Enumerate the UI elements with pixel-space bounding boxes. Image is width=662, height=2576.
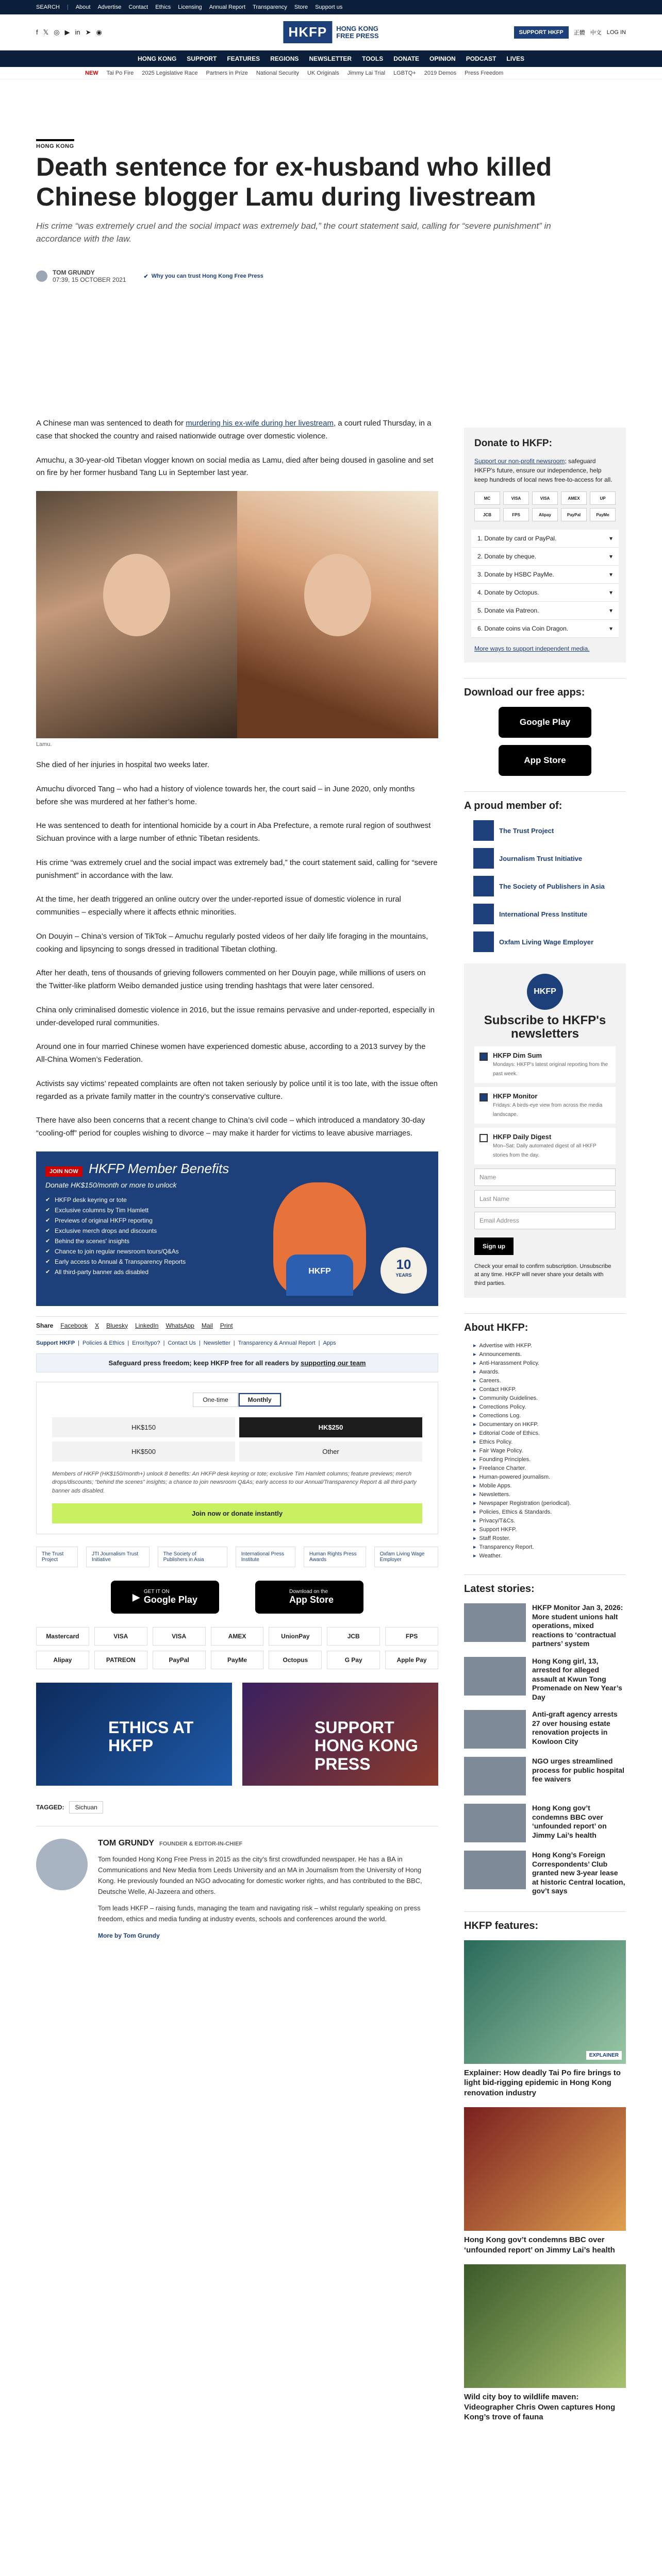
photo-caption: Lamu. [36, 741, 52, 748]
about-link[interactable]: ▸ Ethics Policy. [473, 1438, 626, 1445]
share-facebook[interactable]: Facebook [60, 1321, 88, 1329]
tags [36, 1801, 438, 1814]
partner-logo[interactable]: Human Rights Press Awards [304, 1547, 366, 1567]
new-label: NEW [85, 70, 98, 76]
app-store-button[interactable]: Download on the App Store [255, 1581, 363, 1614]
nav-item[interactable]: NEWSLETTER [309, 55, 352, 62]
payment-logo: PayPal [153, 1651, 206, 1669]
social-icons [36, 28, 102, 37]
payment-logo: AMEX [211, 1627, 264, 1646]
newsletter-title: Subscribe to HKFP's newsletters [484, 1013, 606, 1041]
trending-link[interactable]: Press Freedom [465, 70, 504, 76]
about-link[interactable]: ▸ Community Guidelines. [473, 1395, 626, 1401]
join-now-badge[interactable]: JOIN NOW [45, 1166, 82, 1177]
partner-logo[interactable]: JTI Journalism Trust Initiative [86, 1547, 150, 1567]
paragraph: His crime “was extremely cruel and the social impact was extremely bad,” the court statement said, calling for “severe punishment” in accordance with the law. [36, 858, 438, 880]
article-photo [36, 491, 438, 738]
story-item[interactable]: Anti-graft agency arrests 27 over housing estate renovation projects in Kowloon City [464, 1710, 626, 1749]
share-print[interactable]: Print [220, 1321, 233, 1329]
story-thumbnail [464, 1603, 526, 1642]
apps-heading: Download our free apps: [464, 678, 626, 699]
donate-heading: Donate to HKFP: [474, 438, 552, 449]
paragraph: Activists say victims’ repeated complaints are often not taken seriously by police until it is too late, with the issue often regarded as a private family matter in the country’s conservative culture. [36, 1079, 438, 1101]
amount-option-other[interactable]: Other [239, 1442, 422, 1462]
benefit-item: ✔ Exclusive columns by Tim Hamlett [45, 1207, 429, 1214]
about-link[interactable]: ▸ Advertise with HKFP. [473, 1342, 626, 1349]
story-thumbnail [464, 1710, 526, 1749]
benefit-item: ✔ Behind the scenes' insights [45, 1238, 429, 1245]
facebook-icon[interactable]: f [36, 28, 38, 36]
chevron-down-icon: ▾ [609, 571, 613, 578]
safeguard-banner: Safeguard press freedom; keep HKFP free for all readers by supporting our team [36, 1353, 438, 1372]
about-link[interactable]: ▸ Freelance Charter. [473, 1465, 626, 1471]
amount-options [52, 1417, 422, 1462]
payment-logo: JCB [327, 1627, 380, 1646]
author-name[interactable]: TOM GRUNDY [53, 269, 95, 277]
policy-link[interactable]: Newsletter [203, 1340, 230, 1346]
search-link[interactable]: SEARCH [36, 4, 60, 10]
author-box [36, 1826, 438, 1940]
app-store-buttons [36, 1581, 438, 1614]
partner-logo[interactable]: International Press Institute [236, 1547, 295, 1567]
author-bio: Tom founded Hong Kong Free Press in 2015 as the city's first crowdfunded newspaper. He has a BA in Communications and New Media from Leeds University and an MA in Journalism from the University of Hong Kong. He previously founded an NGO advocating for domestic worker rights, and has contributed to the BBC, Deutsche Welle, Al-Jazeera and others. [98, 1855, 422, 1895]
signup-button[interactable]: Sign up [474, 1238, 514, 1255]
share-linkedin[interactable]: LinkedIn [135, 1321, 159, 1329]
member-logo[interactable]: International Press Institute [473, 904, 617, 924]
nav-item[interactable]: REGIONS [270, 55, 299, 62]
amount-option[interactable]: HK$500 [52, 1442, 235, 1462]
policy-link[interactable]: Apps [323, 1340, 336, 1346]
nav-item[interactable]: FEATURES [227, 55, 260, 62]
payment-logo: PATREON [94, 1651, 147, 1669]
benefit-item: ✔ Early access to Annual & Transparency Reports [45, 1258, 429, 1265]
donate-option[interactable]: 1. Donate by card or PayPal. ▾ [471, 530, 619, 548]
chevron-down-icon: ▾ [609, 589, 613, 596]
main-nav [0, 50, 662, 67]
about-link[interactable]: ▸ Weather. [473, 1552, 626, 1559]
donate-option[interactable]: 4. Donate by Octopus. ▾ [471, 584, 619, 602]
member-logo[interactable]: The Society of Publishers in Asia [473, 876, 617, 896]
about-link[interactable]: ▸ Privacy/T&Cs. [473, 1517, 626, 1524]
trust-link[interactable]: ✔ Why you can trust Hong Kong Free Press [143, 273, 263, 280]
paragraph: He was sentenced to death for intentional homicide by a court in Aba Prefecture, a remote rural region of southwest Sichuan province with a large number of ethnic Tibetan residents. [36, 821, 431, 843]
frequency-toggle [52, 1393, 422, 1407]
checkbox[interactable] [479, 1134, 488, 1142]
more-by-author-link[interactable]: More by Tom Grundy [98, 1932, 160, 1940]
partner-logos [36, 1547, 438, 1567]
policy-link[interactable]: Contact Us [168, 1340, 196, 1346]
trending-link[interactable]: Jimmy Lai Trial [347, 70, 386, 76]
topbar-link[interactable]: Transparency [253, 4, 287, 10]
topbar-link[interactable]: Store [294, 4, 308, 10]
payment-logo: VISA [153, 1627, 206, 1646]
checkbox[interactable] [479, 1093, 488, 1101]
topbar-link[interactable]: Ethics [155, 4, 171, 10]
author-box-name[interactable]: TOM GRUNDY FOUNDER & EDITOR-IN-CHIEF [98, 1839, 243, 1848]
payment-logo: PayMe [211, 1651, 264, 1669]
article-excerpt: His crime “was extremely cruel and the social impact was extremely bad,” the court statement said, calling for “severe punishment” in accordance with the law. [36, 221, 551, 244]
monthly-option[interactable]: Monthly [238, 1393, 282, 1407]
about-link[interactable]: ▸ Anti-Harassment Policy. [473, 1360, 626, 1366]
trending-link[interactable]: Partners in Prize [206, 70, 248, 76]
paragraph: She died of her injuries in hospital two weeks later. [36, 760, 210, 769]
google-play-button[interactable]: Google Play [499, 707, 591, 738]
payment-logo: G Pay [327, 1651, 380, 1669]
topbar-link[interactable]: Contact [128, 4, 148, 10]
payment-logo: Apple Pay [385, 1651, 438, 1669]
member-logos [464, 820, 626, 952]
policy-link[interactable]: Policies & Ethics [82, 1340, 125, 1346]
ten-years-badge: 10 YEARS [380, 1247, 427, 1294]
last-name-field[interactable]: Last Name [474, 1190, 616, 1208]
payment-logo: Mastercard [36, 1627, 89, 1646]
about-link[interactable]: ▸ Policies, Ethics & Standards. [473, 1509, 626, 1515]
policy-links: Support HKFP | Policies & Ethics | Error/typo? | Contact Us | Newsletter | Transparency & Annual Report | Apps [36, 1340, 336, 1346]
newsletter-logo: HKFP [527, 974, 563, 1010]
donate-link[interactable]: Support our non-profit newsroom [474, 457, 565, 465]
partner-logo[interactable]: The Society of Publishers in Asia [158, 1547, 227, 1567]
donate-options [471, 530, 619, 638]
youtube-icon[interactable]: ▶ [64, 28, 70, 36]
google-play-icon: ▶ [133, 1591, 140, 1602]
member-logo[interactable]: Oxfam Living Wage Employer [473, 931, 617, 952]
policy-link[interactable]: Transparency & Annual Report [238, 1340, 316, 1346]
policy-link[interactable]: Support HKFP [36, 1340, 75, 1346]
share-mail[interactable]: Mail [201, 1321, 213, 1329]
member-note: Members of HKFP (HK$150/month+) unlock 8 benefits: An HKFP desk keyring or tote; exclusive Tim Hamlett columns; feature previews; merch drops/discounts; “behind the scenes” insights; a chance to join newsroom Q&As; early access to our Annual/Transparency Report & all third-party banner ads disabled. [52, 1470, 417, 1494]
story-item[interactable]: Hong Kong girl, 13, arrested for alleged assault at Kwun Tong Promenade on New Year’s Day [464, 1657, 626, 1702]
feature-item[interactable]: EXPLAINER Explainer: How deadly Tai Po fire brings to light bid-rigging epidemic in Hong Kong renovation industry [464, 1940, 626, 2098]
topbar-link[interactable]: Advertise [97, 4, 122, 10]
sidebar [464, 428, 626, 2432]
story-thumbnail [464, 1851, 526, 1889]
benefit-item: ✔ Chance to join regular newsroom tours/Q&As [45, 1248, 429, 1255]
payment-logo: FPS [385, 1627, 438, 1646]
promo-subtitle: Donate HK$150/month or more to unlock [45, 1180, 177, 1189]
payment-logo: Alipay [36, 1651, 89, 1669]
nav-item[interactable]: DONATE [393, 55, 420, 62]
author-avatar [36, 270, 47, 282]
share-whatsapp[interactable]: WhatsApp [166, 1321, 194, 1329]
about-link[interactable]: ▸ Announcements. [473, 1351, 626, 1358]
card-logos: MC VISA VISA AMEX UP JCB FPS Alipay PayPal PayMe [474, 492, 616, 521]
nav-item[interactable]: HONG KONG [137, 55, 177, 62]
story-item[interactable]: NGO urges streamlined process for public hospital fee waivers [464, 1757, 626, 1795]
story-item[interactable]: Hong Kong gov’t condemns BBC over ‘unfounded report’ on Jimmy Lai’s health [464, 1804, 626, 1842]
newsletter-widget [464, 963, 626, 1298]
author-bio: Tom leads HKFP – raising funds, managing the team and navigating risk – whilst regularly speaking on press freedom, ethics and media funding at industry events, schools and conferences around the world. [98, 1904, 421, 1923]
donate-button[interactable]: Join now or donate instantly [52, 1503, 422, 1523]
newsletter-option[interactable]: HKFP Dim Sum Mondays: HKFP's latest original reporting from the past week. [474, 1046, 616, 1083]
email-field[interactable]: Email Address [474, 1212, 616, 1229]
app-store-button[interactable]: App Store [499, 745, 591, 776]
about-link[interactable]: ▸ Corrections Log. [473, 1412, 626, 1419]
author-photo [36, 1839, 88, 1890]
name-field[interactable]: Name [474, 1168, 616, 1186]
benefit-item: ✔ Previews of original HKFP reporting [45, 1217, 429, 1224]
about-link[interactable]: ▸ Documentary on HKFP. [473, 1421, 626, 1428]
share-x[interactable]: X [95, 1321, 100, 1329]
partner-logo[interactable]: Oxfam Living Wage Employer [374, 1547, 438, 1567]
about-link[interactable]: ▸ Editorial Code of Ethics. [473, 1430, 626, 1436]
paragraph: Amuchu divorced Tang – who had a history of violence towards her, the court said – in June 2020, only months before she was murdered at her father’s home. [36, 784, 415, 806]
about-link[interactable]: ▸ Careers. [473, 1377, 626, 1384]
rss-icon[interactable]: ◉ [96, 28, 102, 36]
checkbox[interactable] [479, 1053, 488, 1061]
story-item[interactable]: HKFP Monitor Jan 3, 2026: More student unions halt operations, mixed reactions to ‘contractual partners’ system [464, 1603, 626, 1649]
nav-item[interactable]: PODCAST [466, 55, 496, 62]
member-benefits-promo[interactable] [36, 1151, 438, 1306]
chevron-down-icon: ▾ [609, 535, 613, 542]
features-heading: HKFP features: [464, 1911, 626, 1932]
latest-heading: Latest stories: [464, 1574, 626, 1595]
latest-stories [464, 1603, 626, 1896]
newsletter-option[interactable]: HKFP Daily Digest Mon–Sat: Daily automated digest of all HKFP stories from the day. [474, 1128, 616, 1164]
linkedin-icon[interactable]: in [75, 28, 80, 36]
share-bar [36, 1316, 438, 1335]
trust-icon: ✔ [143, 273, 148, 280]
benefit-item: ✔ HKFP desk keyring or tote [45, 1196, 429, 1204]
category-kicker[interactable]: HONG KONG [36, 139, 74, 149]
about-link[interactable]: ▸ Newspaper Registration (periodical). [473, 1500, 626, 1506]
about-link[interactable]: ▸ Corrections Policy. [473, 1403, 626, 1410]
feature-item[interactable]: Wild city boy to wildlife maven: Videographer Chris Owen captures Hong Kong’s trove of fauna [464, 2264, 626, 2422]
share-bluesky[interactable]: Bluesky [106, 1321, 128, 1329]
nav-item[interactable]: OPINION [429, 55, 456, 62]
more-ways-link[interactable]: More ways to support independent media. [474, 645, 590, 652]
donate-option[interactable]: 2. Donate by cheque. ▾ [471, 548, 619, 566]
about-link[interactable]: ▸ Support HKFP. [473, 1526, 626, 1533]
top-utility-bar: SEARCH | About Advertise Contact Ethics Licensing Annual Report Transparency Store Support us [0, 0, 662, 14]
donate-option[interactable]: 3. Donate by HSBC PayMe. ▾ [471, 566, 619, 584]
paragraph: There have also been concerns that a recent change to China’s civil code – which introduced a mandatory 30-day “cooling-off” period for couples wishing to divorce – may make it harder for victims to leave abusive marriages. [36, 1116, 425, 1138]
language-link[interactable]: 正體 [573, 29, 585, 36]
site-logo[interactable]: HKFP HONG KONG FREE PRESS [283, 21, 378, 43]
member-logo[interactable]: The Trust Project [473, 820, 617, 841]
benefit-list [45, 1196, 429, 1276]
trending-bar [0, 67, 662, 79]
support-team-link[interactable]: supporting our team [301, 1359, 366, 1367]
about-link[interactable]: ▸ Human-powered journalism. [473, 1473, 626, 1480]
about-link[interactable]: ▸ Staff Roster. [473, 1535, 626, 1541]
trending-link[interactable]: LGBTQ+ [393, 70, 416, 76]
story-thumbnail [464, 1757, 526, 1795]
topbar-link[interactable]: About [75, 4, 91, 10]
about-link[interactable]: ▸ Transparency Report. [473, 1544, 626, 1550]
publish-date: 07:39, 15 OCTOBER 2021 [53, 276, 126, 284]
benefit-item: ✔ All third-party banner ads disabled [45, 1268, 429, 1276]
tag-chip[interactable]: Sichuan [69, 1801, 103, 1814]
trending-link[interactable]: UK Originals [307, 70, 339, 76]
deer-mascot: HKFP [273, 1182, 366, 1296]
support-banner[interactable]: SUPPORT HONG KONG PRESS [242, 1683, 438, 1786]
about-link[interactable]: ▸ Contact HKFP. [473, 1386, 626, 1393]
paragraph: Around one in four married Chinese women have experienced domestic abuse, according to a 2013 survey by the All-China Women’s Federation. [36, 1042, 426, 1064]
member-logo[interactable]: Journalism Trust Initiative [473, 848, 617, 869]
donate-option[interactable]: 6. Donate coins via Coin Dragon. ▾ [471, 620, 619, 638]
photo-left [36, 491, 237, 738]
amount-option-selected[interactable]: HK$250 [239, 1417, 422, 1437]
story-thumbnail [464, 1804, 526, 1842]
one-time-option[interactable]: One-time [193, 1393, 238, 1407]
inline-link[interactable]: murdering his ex-wife during her livestream [186, 419, 334, 428]
donate-option[interactable]: 5. Donate via Patreon. ▾ [471, 602, 619, 620]
trending-link[interactable]: 2025 Legislative Race [142, 70, 198, 76]
trending-link[interactable]: 2019 Demos [424, 70, 457, 76]
nav-item[interactable]: TOOLS [362, 55, 384, 62]
login-link[interactable]: LOG IN [606, 29, 626, 36]
payment-methods [36, 1627, 438, 1669]
article-body [36, 417, 438, 1940]
about-link[interactable]: ▸ Founding Principles. [473, 1456, 626, 1463]
about-heading: About HKFP: [464, 1313, 626, 1334]
about-link[interactable]: ▸ Newsletters. [473, 1491, 626, 1498]
topbar-link[interactable]: Annual Report [209, 4, 246, 10]
trending-link[interactable]: National Security [256, 70, 299, 76]
benefit-item: ✔ Exclusive merch drops and discounts [45, 1227, 429, 1234]
paragraph: China only criminalised domestic violence in 2016, but the issue remains pervasive and under-reported, especially in under-developed rural communities. [36, 1005, 435, 1027]
paragraph: Amuchu, a 30-year-old Tibetan vlogger known on social media as Lamu, died after being doused in gasoline and set on fire by her former husband Tang Lu in September last year. [36, 455, 434, 478]
paragraph: At the time, her death triggered an online outcry over the under-reported issue of domestic violence in rural communities – especially where it affects ethnic minorities. [36, 895, 401, 917]
story-item[interactable]: Hong Kong’s Foreign Correspondents’ Club granted new 3-year lease at historic Central location, gov’t says [464, 1851, 626, 1896]
newsletter-option[interactable]: HKFP Monitor Fridays: A birds-eye view from across the media landscape. [474, 1087, 616, 1124]
ethics-banner[interactable]: ETHICS AT HKFP [36, 1683, 232, 1786]
article-title: Death sentence for ex-husband who killed Chinese blogger Lamu during livestream [36, 152, 552, 211]
paragraph: After her death, tens of thousands of grieving followers commented on her Douyin page, while millions of users on the Twitter-like platform Weibo demanded justice using trending hashtags that were later censored. [36, 969, 426, 990]
about-link[interactable]: ▸ Mobile Apps. [473, 1482, 626, 1489]
tagged-label: TAGGED: [36, 1804, 64, 1811]
site-header [0, 14, 662, 50]
donation-form [36, 1382, 438, 1535]
instagram-icon[interactable]: ◎ [54, 28, 60, 36]
topbar-link[interactable]: Licensing [178, 4, 202, 10]
trending-link[interactable]: Tai Po Fire [106, 70, 134, 76]
google-play-button[interactable]: ▶ GET IT ON Google Play [111, 1581, 219, 1614]
nav-item[interactable]: LIVES [506, 55, 525, 62]
chevron-down-icon: ▾ [609, 553, 613, 560]
about-links [464, 1342, 626, 1559]
about-link[interactable]: ▸ Fair Wage Policy. [473, 1447, 626, 1454]
feature-item[interactable]: Hong Kong gov’t condemns BBC over ‘unfounded report’ on Jimmy Lai’s health [464, 2107, 626, 2255]
share-label: Share [36, 1321, 54, 1329]
story-thumbnail [464, 1657, 526, 1696]
policy-link[interactable]: Error/typo? [132, 1340, 160, 1346]
article-wrap [36, 139, 626, 2422]
topbar-link[interactable]: Support us [315, 4, 343, 10]
partner-logo[interactable]: The Trust Project [36, 1547, 78, 1567]
language-link-2[interactable]: 中文 [590, 29, 602, 36]
chevron-down-icon: ▾ [609, 607, 613, 614]
video-banners [36, 1683, 438, 1786]
payment-logo: Octopus [269, 1651, 322, 1669]
newsletter-fine-print: Check your email to confirm subscription. Unsubscribe at any time. HKFP will never share your details with third parties. [474, 1263, 611, 1286]
explainer-tag: EXPLAINER [586, 2051, 622, 2060]
support-button[interactable]: SUPPORT HKFP [514, 26, 569, 39]
byline [36, 265, 626, 287]
paragraph: A Chinese man was sentenced to death for murdering his ex-wife during her livestream, a court ruled Thursday, in a case that shocked the country and raised nationwide outrage over domestic violence. [36, 419, 432, 440]
paragraph: On Douyin – China’s version of TikTok – Amuchu regularly posted videos of her daily life foraging in the mountains, cooking and lipsyncing to songs dressed in traditional Tibetan clothing. [36, 931, 428, 954]
donate-widget: Donate to HKFP: Support our non-profit newsroom; safeguard HKFP's future, ensure our independence, help keep hundreds of local news free-to-access for all. MC VISA VISA AMEX UP JCB FPS Alipay PayPal PayMe 1. Donate by card or PayPal. ▾ 2. Donate by cheque. ▾ 3. Donate by HSBC PayMe. ▾ 4. Donate by Octopus. ▾ 5. Donate via Patreon. ▾ 6. Donate coins via Coin Dragon. ▾ More ways to support independent media. [464, 428, 626, 663]
about-link[interactable]: ▸ Awards. [473, 1368, 626, 1375]
x-icon[interactable]: 𝕏 [43, 28, 49, 36]
telegram-icon[interactable]: ➤ [85, 28, 91, 36]
chevron-down-icon: ▾ [609, 625, 613, 632]
member-heading: A proud member of: [464, 791, 626, 812]
photo-right [237, 491, 438, 738]
promo-title: HKFP Member Benefits [89, 1160, 229, 1176]
nav-item[interactable]: SUPPORT [187, 55, 217, 62]
amount-option[interactable]: HK$150 [52, 1417, 235, 1437]
payment-logo: VISA [94, 1627, 147, 1646]
payment-logo: UnionPay [269, 1627, 322, 1646]
